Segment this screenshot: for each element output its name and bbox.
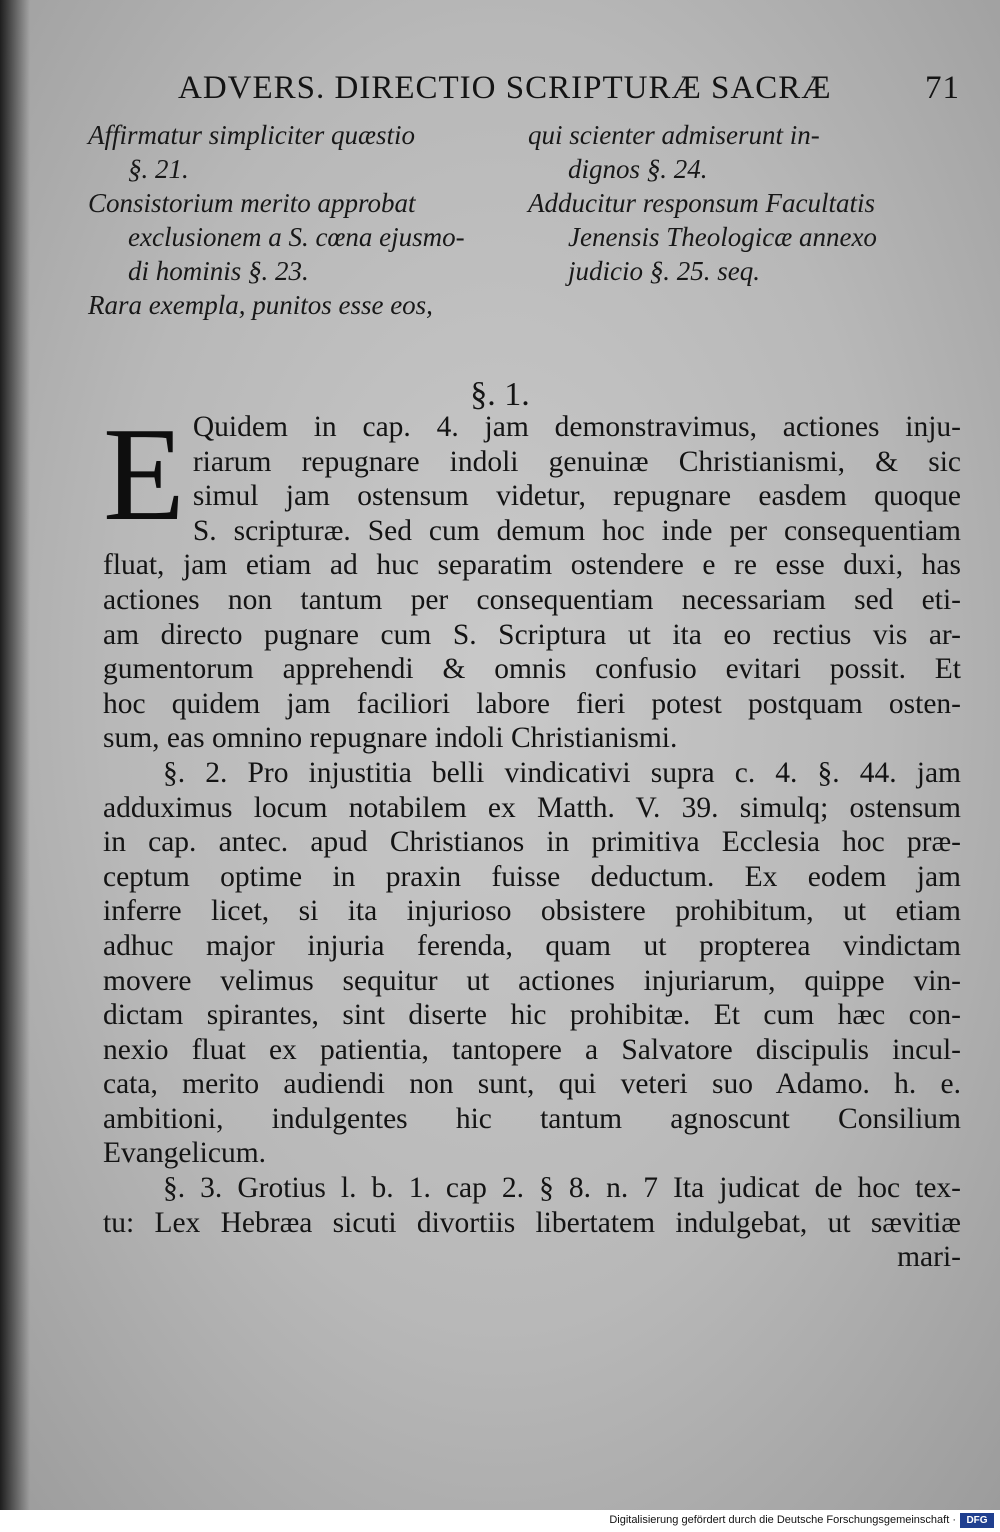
- text-line: cata, merito audiendi non sunt, qui veteri suo Adamo. h. e.: [103, 1068, 961, 1101]
- text-line: gumentorum apprehendi & omnis confusio evitari possit. Et: [103, 653, 961, 686]
- running-head: [178, 70, 960, 107]
- text-line: ambitioni, indulgentes hic tantum agnoscunt Consilium: [103, 1102, 961, 1135]
- summary-line: Consistorium merito approbat: [88, 188, 416, 218]
- summary-entry: [88, 118, 508, 186]
- summary-left-column: [88, 118, 508, 322]
- section-heading: §. 1.: [470, 376, 530, 413]
- text-line: Quidem in cap. 4. jam demonstravimus, actiones inju-: [192, 411, 961, 443]
- summary-right-column: [528, 118, 948, 288]
- paragraph-2: [103, 756, 961, 1171]
- text-line: dictam spirantes, sint diserte hic prohibitæ. Et cum hæc con-: [103, 999, 961, 1032]
- text-line: fluat, jam etiam ad huc separatim ostendere e re esse duxi, has: [103, 549, 961, 582]
- summary-line: Jenensis Theologicæ annexo: [568, 222, 877, 252]
- text-line: actiones non tantum per consequentiam necessariam sed eti-: [103, 583, 961, 616]
- running-head-title: ADVERS. DIRECTIO SCRIPTURÆ SACRÆ: [178, 70, 832, 106]
- text-line: §. 2. Pro injustitia belli vindicativi supra c. 4. §. 44. jam: [163, 756, 961, 789]
- page-number: 71: [925, 70, 960, 106]
- text-line: §. 3. Grotius l. b. 1. cap 2. § 8. n. 7 Ita judicat de hoc tex-: [163, 1172, 961, 1205]
- paragraph-3: [103, 1171, 961, 1275]
- text-line: adduximus locum notabilem ex Matth. V. 39. simulq; ostensum: [103, 791, 961, 824]
- text-line: tu: Lex Hebræa sicuti divortiis libertatem indulgebat, ut sævitiæ: [103, 1206, 961, 1239]
- summary-line: Affirmatur simpliciter quæstio: [88, 120, 416, 150]
- summary-line: §. 21.: [128, 154, 189, 184]
- text-line: sum, eas omnino repugnare indoli Christianismi.: [103, 722, 678, 755]
- text-line: adhuc major injuria ferenda, quam ut propterea vindictam: [103, 929, 961, 962]
- paragraph-1: [103, 400, 961, 756]
- summary-entry: [528, 186, 948, 288]
- summary-line: exclusionem a S. cœna ejusmo-: [128, 222, 465, 252]
- summary-entry: [88, 288, 508, 322]
- text-line: ceptum optime in praxin fuisse deductum. Ex eodem jam: [103, 860, 961, 893]
- summary-line: dignos §. 24.: [568, 154, 708, 184]
- summary-entry: [88, 186, 508, 288]
- text-line: movere velimus sequitur ut actiones injuriarum, quippe vin-: [103, 964, 961, 997]
- dfg-logo-icon: DFG: [960, 1513, 994, 1528]
- digitization-footer: [0, 1510, 1000, 1532]
- summary-line: qui scienter admiserunt in-: [528, 120, 820, 150]
- text-line: simul jam ostensum videtur, repugnare easdem quoque: [192, 480, 961, 513]
- summary-line: di hominis §. 23.: [128, 256, 309, 286]
- text-line: nexio fluat ex patientia, tantopere a Salvatore discipulis incul-: [103, 1033, 961, 1066]
- summary-line: Adducitur responsum Facultatis: [528, 188, 875, 218]
- summary-line: judicio §. 25. seq.: [568, 256, 760, 286]
- text-line: Evangelicum.: [103, 1137, 267, 1170]
- summary-entry: [528, 118, 948, 186]
- decorated-initial: E: [103, 400, 185, 548]
- text-line: in cap. antec. apud Christianos in primitiva Ecclesia hoc præ-: [103, 826, 961, 859]
- catchword: mari-: [897, 1241, 961, 1274]
- text-line: S. scripturæ. Sed cum demum hoc inde per consequentiam: [192, 514, 961, 547]
- footer-credit: Digitalisierung gefördert durch die Deutsche Forschungsgemeinschaft ·: [609, 1514, 956, 1526]
- text-line: inferre licet, si ita injurioso obsistere prohibitum, ut etiam: [103, 895, 961, 928]
- text-line: riarum repugnare indoli genuinæ Christianismi, & sic: [192, 445, 961, 478]
- main-text: [103, 400, 961, 1275]
- text-line: hoc quidem jam faciliori labore fieri potest postquam osten-: [103, 687, 961, 720]
- text-line: am directo pugnare cum S. Scriptura ut ita eo rectius vis ar-: [103, 618, 961, 651]
- summary-line: Rara exempla, punitos esse eos,: [88, 290, 433, 320]
